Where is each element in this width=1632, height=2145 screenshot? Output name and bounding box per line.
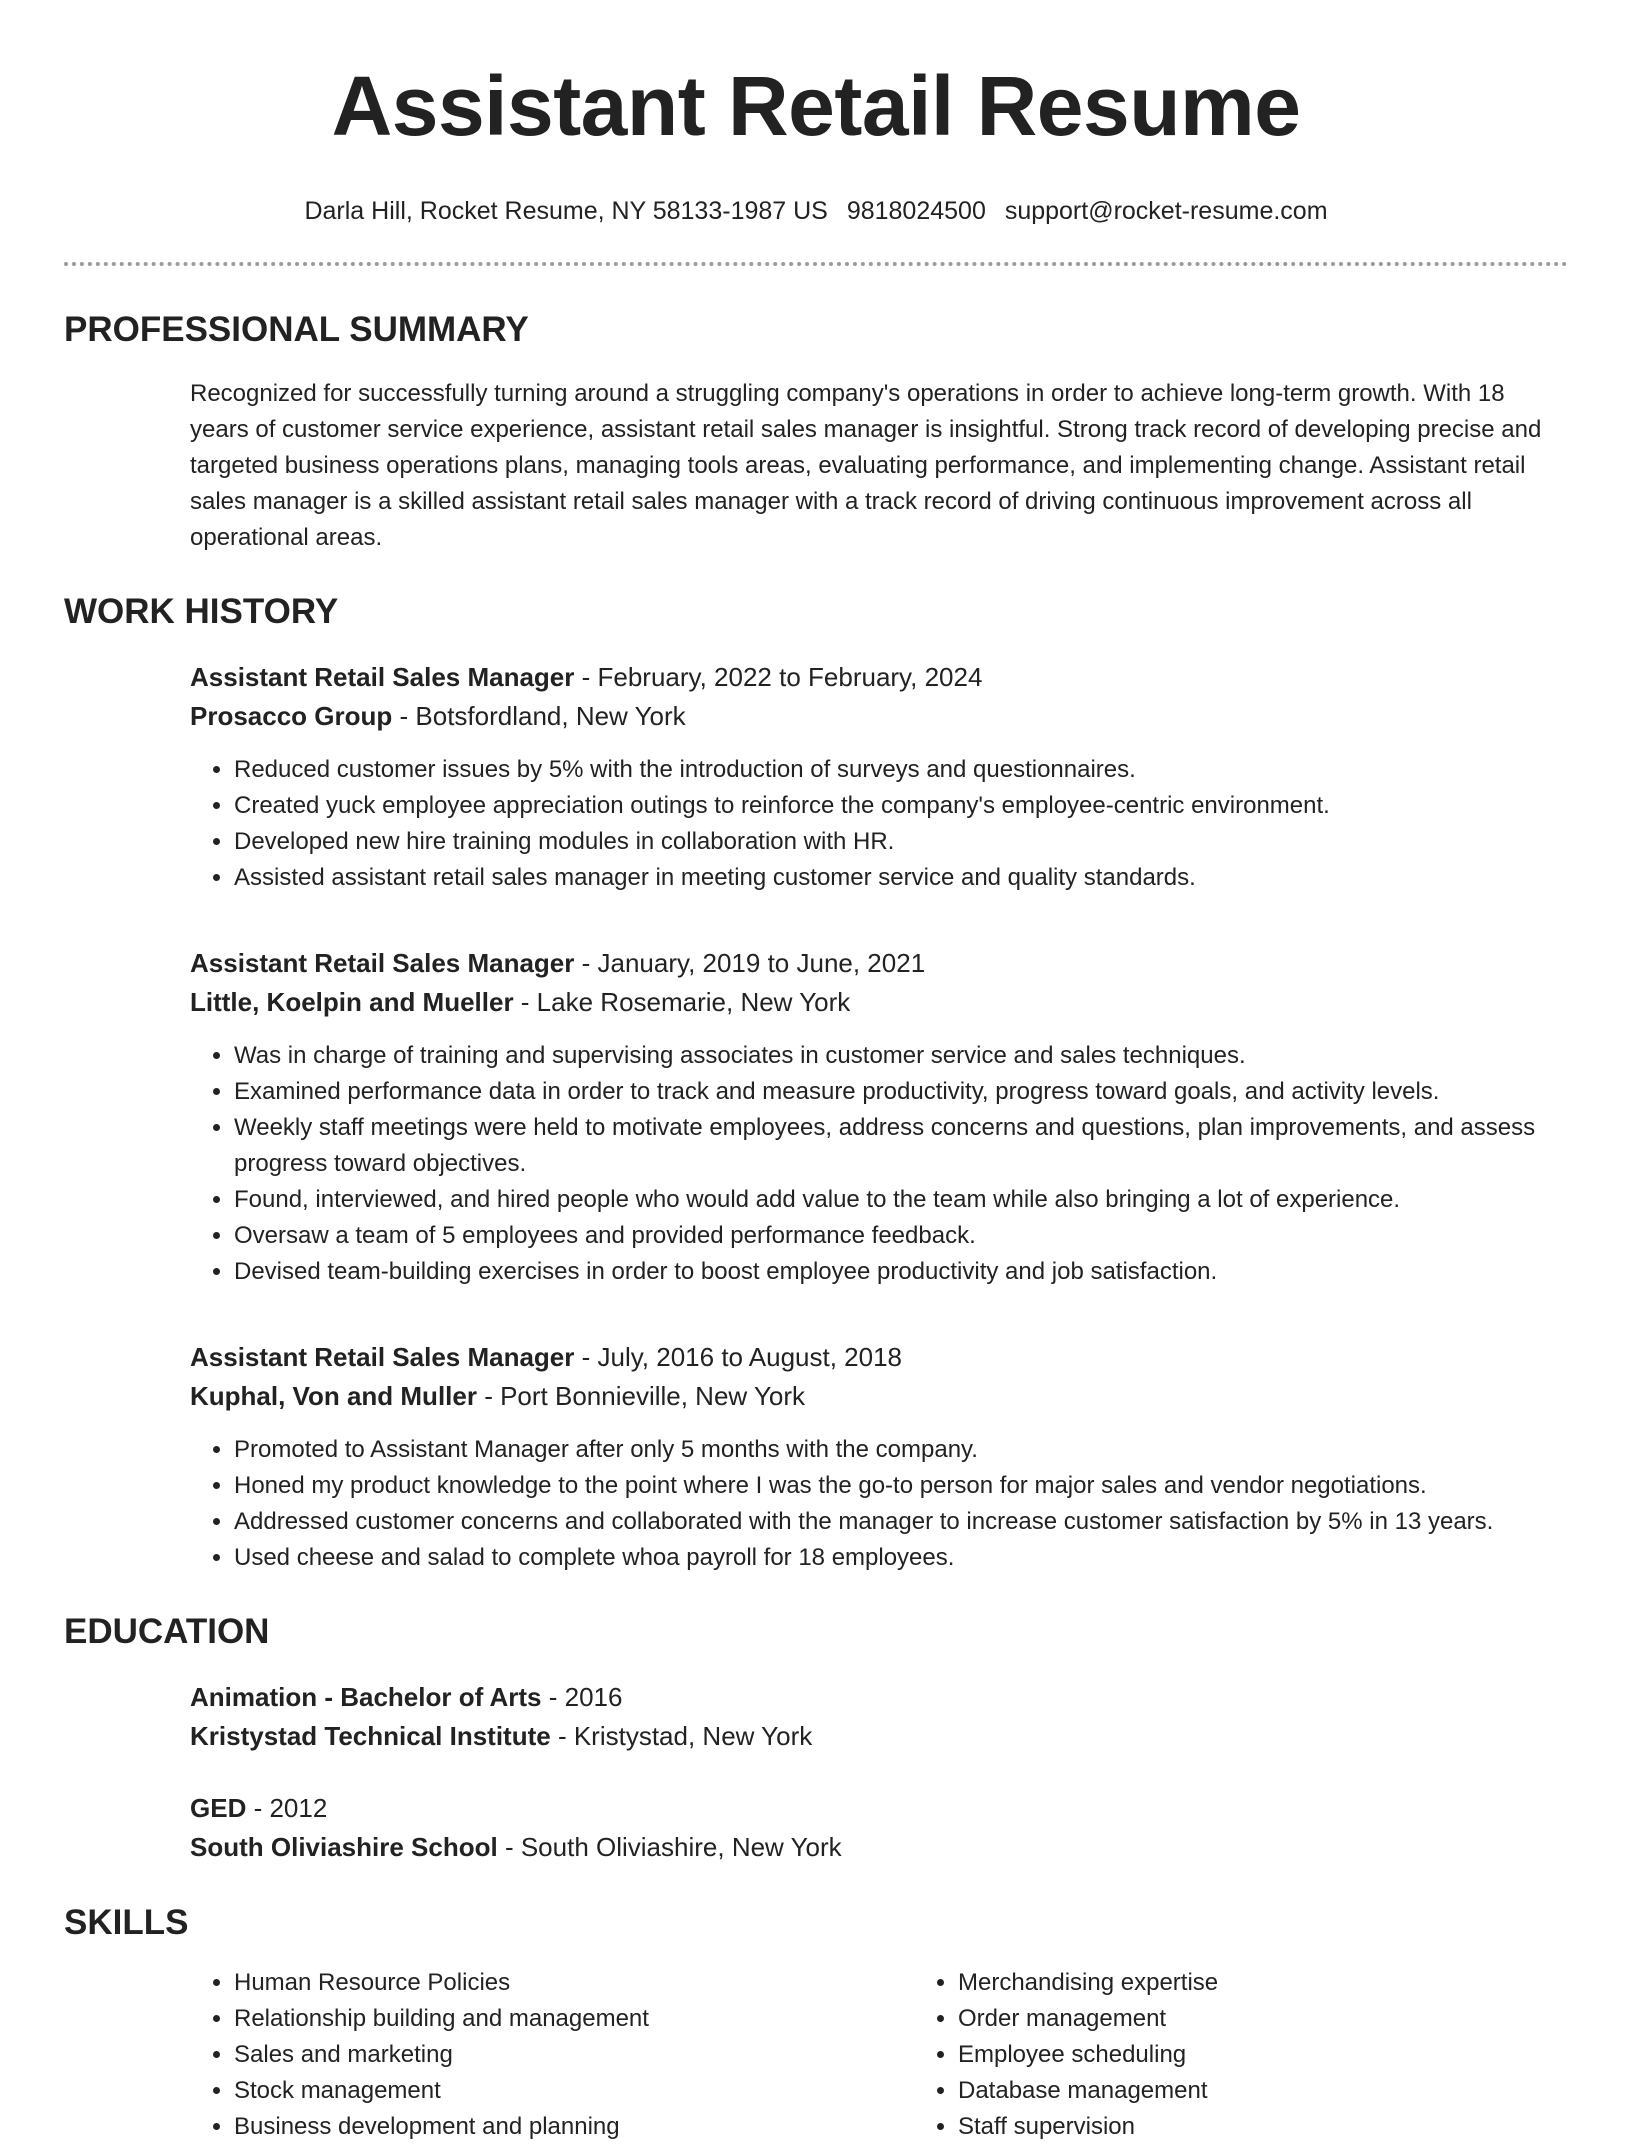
list-item: • Merchandising expertise bbox=[958, 1965, 1558, 2001]
list-item: • Business development and planning bbox=[234, 2109, 914, 2145]
summary-heading: PROFESSIONAL SUMMARY bbox=[64, 310, 529, 349]
job-company-line bbox=[190, 1377, 1568, 1416]
degree: Animation - Bachelor of Arts bbox=[190, 1682, 542, 1712]
degree: GED bbox=[190, 1793, 247, 1823]
education-heading: EDUCATION bbox=[64, 1612, 270, 1651]
job-title-line bbox=[190, 944, 1568, 983]
list-item: • Oversaw a team of 5 employees and provided performance feedback. bbox=[234, 1218, 1568, 1254]
job-bullets bbox=[190, 752, 1568, 896]
contact-address: Darla Hill, Rocket Resume, NY 58133-1987 US bbox=[304, 197, 828, 225]
list-item: • Promoted to Assistant Manager after only 5 months with the company. bbox=[234, 1432, 1568, 1468]
job-entry bbox=[190, 658, 1568, 896]
school: South Oliviashire School bbox=[190, 1832, 498, 1862]
list-item: • Developed new hire training modules in collaboration with HR. bbox=[234, 824, 1568, 860]
skills-list-right bbox=[914, 1965, 1558, 2145]
skills-list-left bbox=[190, 1965, 914, 2145]
school-line bbox=[190, 1828, 1568, 1867]
school-line bbox=[190, 1717, 1568, 1756]
school: Kristystad Technical Institute bbox=[190, 1721, 551, 1751]
job-entry bbox=[190, 944, 1568, 1290]
job-dates: - January, 2019 to June, 2021 bbox=[574, 948, 926, 978]
job-company-line bbox=[190, 697, 1568, 736]
job-dates: - February, 2022 to February, 2024 bbox=[574, 662, 983, 692]
job-location: - Botsfordland, New York bbox=[392, 701, 686, 731]
contact-email: support@rocket-resume.com bbox=[1004, 197, 1328, 225]
list-item: • Weekly staff meetings were held to motivate employees, address concerns and questions, plan improvements, and assess progress toward objectives. bbox=[234, 1110, 1568, 1182]
contact-phone: 9818024500 bbox=[846, 197, 986, 225]
list-item: • Sales and marketing bbox=[234, 2037, 914, 2073]
job-bullets bbox=[190, 1038, 1568, 1290]
resume-title: Assistant Retail Resume bbox=[331, 59, 1301, 153]
list-item: • Devised team-building exercises in order to boost employee productivity and job satisfaction. bbox=[234, 1254, 1568, 1290]
header-divider bbox=[64, 262, 1568, 266]
contact-line bbox=[64, 194, 1568, 228]
skills-columns bbox=[190, 1965, 1568, 2145]
list-item: • Addressed customer concerns and collaborated with the manager to increase customer satisfaction by 5% in 13 years. bbox=[234, 1504, 1568, 1540]
job-dates: - July, 2016 to August, 2018 bbox=[574, 1342, 903, 1372]
job-company: Kuphal, Von and Muller bbox=[190, 1381, 477, 1411]
degree-line bbox=[190, 1789, 1568, 1828]
list-item: • Assisted assistant retail sales manager in meeting customer service and quality standards. bbox=[234, 860, 1568, 896]
list-item: • Was in charge of training and supervising associates in customer service and sales techniques. bbox=[234, 1038, 1568, 1074]
list-item: • Staff supervision bbox=[958, 2109, 1558, 2145]
job-title-line bbox=[190, 658, 1568, 697]
list-item: • Reduced customer issues by 5% with the introduction of surveys and questionnaires. bbox=[234, 752, 1568, 788]
degree-year: - 2012 bbox=[246, 1793, 328, 1823]
degree-year: - 2016 bbox=[541, 1682, 623, 1712]
job-title: Assistant Retail Sales Manager bbox=[190, 662, 575, 692]
education-entry bbox=[190, 1789, 1568, 1867]
summary-text: Recognized for successfully turning around a struggling company's operations in order to achieve long-term growth. With 18 years of customer service experience, assistant retail sales manager is insightful. Strong track record of developing precise and targeted business operations plans, managing tools areas, evaluating performance, and implementing change. Assistant retail sales manager is a skilled assistant retail sales manager with a track record of driving continuous improvement across all operational areas. bbox=[190, 380, 1542, 551]
job-location: - Lake Rosemarie, New York bbox=[513, 987, 851, 1017]
job-entry bbox=[190, 1338, 1568, 1576]
job-title-line bbox=[190, 1338, 1568, 1377]
job-bullets bbox=[190, 1432, 1568, 1576]
education-entry bbox=[190, 1678, 1568, 1756]
job-title: Assistant Retail Sales Manager bbox=[190, 1342, 575, 1372]
list-item: • Employee scheduling bbox=[958, 2037, 1558, 2073]
job-location: - Port Bonnieville, New York bbox=[476, 1381, 806, 1411]
work-history-heading: WORK HISTORY bbox=[64, 592, 339, 631]
list-item: • Found, interviewed, and hired people who would add value to the team while also bringing a lot of experience. bbox=[234, 1182, 1568, 1218]
list-item: • Honed my product knowledge to the point where I was the go-to person for major sales and vendor negotiations. bbox=[234, 1468, 1568, 1504]
job-company: Prosacco Group bbox=[190, 701, 393, 731]
job-company-line bbox=[190, 983, 1568, 1022]
job-title: Assistant Retail Sales Manager bbox=[190, 948, 575, 978]
list-item: • Database management bbox=[958, 2073, 1558, 2109]
school-location: - Kristystad, New York bbox=[550, 1721, 813, 1751]
list-item: • Human Resource Policies bbox=[234, 1965, 914, 2001]
list-item: • Used cheese and salad to complete whoa payroll for 18 employees. bbox=[234, 1540, 1568, 1576]
work-history-list bbox=[64, 658, 1568, 1576]
skills-heading: SKILLS bbox=[64, 1903, 189, 1942]
job-company: Little, Koelpin and Mueller bbox=[190, 987, 514, 1017]
degree-line bbox=[190, 1678, 1568, 1717]
school-location: - South Oliviashire, New York bbox=[497, 1832, 842, 1862]
list-item: • Relationship building and management bbox=[234, 2001, 914, 2037]
list-item: • Examined performance data in order to track and measure productivity, progress toward goals, and activity levels. bbox=[234, 1074, 1568, 1110]
list-item: • Order management bbox=[958, 2001, 1558, 2037]
education-list bbox=[64, 1678, 1568, 1867]
list-item: • Created yuck employee appreciation outings to reinforce the company's employee-centric environment. bbox=[234, 788, 1568, 824]
list-item: • Stock management bbox=[234, 2073, 914, 2109]
